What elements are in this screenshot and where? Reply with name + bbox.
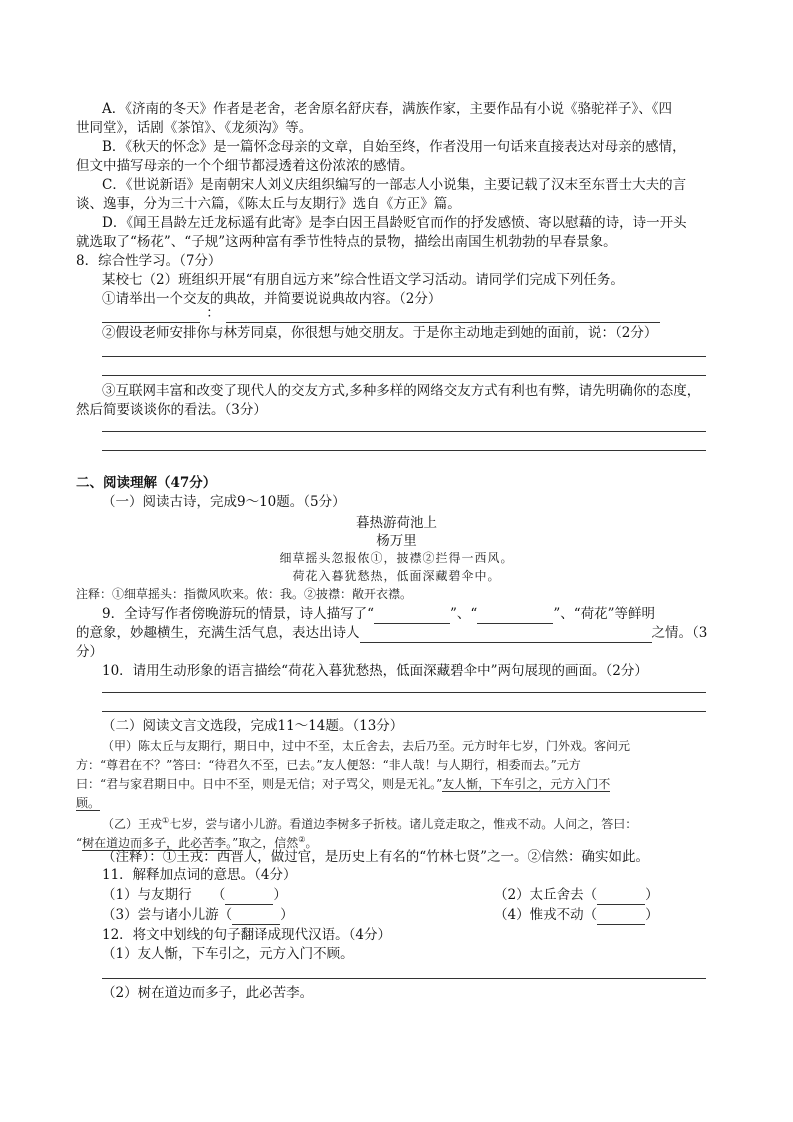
- passage-text: 曰：“君与家君期日中。日中不至，则是无信；对子骂父，则是无礼。”: [76, 777, 443, 791]
- q11-heading: 11．解释加点词的意思。（4分）: [102, 867, 297, 883]
- passage-text: ”取之，信然: [232, 836, 299, 850]
- answer-blank-image1[interactable]: [374, 609, 450, 624]
- poem-note: 注释：①细草摇头：指微风吹来。侬：我。②披襟：敞开衣襟。: [76, 587, 413, 601]
- q12-item-1: （1）友人惭，下车引之，元方入门不顾。: [102, 946, 354, 962]
- option-c-line1: C．《世说新语》是南朝宋人刘义庆组织编写的一部志人小说集，主要记载了汉末至东晋士大夫的言: [102, 177, 687, 193]
- answer-blank-q11-2[interactable]: [597, 890, 645, 905]
- q10: 10．请用生动形象的语言描绘“荷花入暮犹愁热，低面深藏碧伞中”两句展现的画面。（2分）: [102, 663, 648, 679]
- passage-text: 七岁，尝与诸小儿游。看道边李树多子折枝。诸儿竞走取之，惟戎不动。人问之，答曰：: [169, 817, 638, 831]
- q11-item-3: （3）尝与诸小儿游（: [102, 907, 233, 923]
- q9-line2: [76, 624, 706, 643]
- answer-blank-q11-1[interactable]: [225, 890, 273, 905]
- underlined-sentence: 顾。: [76, 796, 101, 810]
- paren: ）: [645, 907, 659, 923]
- footnote-mark: ②: [298, 835, 306, 844]
- option-d-line1: D．《闻王昌龄左迁龙标遥有此寄》是李白因王昌龄贬官而作的抒发感愤、寄以慰藉的诗，诗一开头: [102, 215, 687, 231]
- q9-text: 9．全诗写作者傍晚游玩的情景，诗人描写了“: [102, 606, 374, 622]
- answer-line[interactable]: [102, 450, 706, 451]
- answer-line[interactable]: [102, 356, 706, 357]
- passage-text: （乙）王戎: [102, 817, 163, 831]
- part1-heading: （一）阅读古诗，完成9～10题。（5分）: [102, 494, 346, 510]
- answer-line[interactable]: [102, 692, 706, 693]
- q9-text: ”、“荷花”等鲜明: [553, 606, 656, 622]
- q11-item-4-wrap: [494, 906, 659, 925]
- section2-heading: 二、阅读理解（47分）: [76, 475, 217, 491]
- answer-line[interactable]: [102, 711, 706, 712]
- answer-blank-allusion[interactable]: [102, 308, 200, 323]
- q9-line3: 分）: [76, 644, 103, 660]
- option-d-line2: 就选取了“杨花”、“子规”这两种富有季节性特点的景物，描绘出南国生机勃勃的早春景象。: [76, 234, 617, 250]
- q9-line1: [102, 605, 732, 624]
- q11-item-2: （2）太丘舍去（: [494, 887, 598, 903]
- answer-line[interactable]: [102, 978, 706, 979]
- q9-text: 之情。（3: [651, 625, 708, 641]
- passage-text: 。: [305, 836, 318, 850]
- option-b-line1: B．《秋天的怀念》是一篇怀念母亲的文章，自始至终，作者没用一句话来直接表达对母亲的感情，: [102, 139, 686, 155]
- paren: ）: [273, 887, 287, 903]
- poem-title: 暮热游荷池上: [356, 515, 437, 531]
- q11-item-4: （4）惟戎不动（: [494, 907, 598, 923]
- q12-item-2: （2）树在道边而多子，此必苦李。: [102, 985, 314, 1001]
- q8-task2: ②假设老师安排你与林芳同桌，你很想与她交朋友。于是你主动地走到她的面前，说：（2分）: [102, 325, 658, 341]
- poem-line-2: 荷花入暮犹愁热，低面深藏碧伞中。: [292, 569, 501, 583]
- q11-row2: [102, 906, 732, 925]
- q8-task3-line2: 然后简要谈谈你的看法。（3分）: [76, 402, 267, 418]
- q12-heading: 12．将文中划线的句子翻译成现代汉语。（4分）: [102, 927, 392, 943]
- q11-item-2-wrap: [494, 886, 659, 905]
- q9-text: ”、“: [450, 606, 478, 622]
- q11-item-1: （1）与友期行 （: [102, 887, 226, 903]
- poem-line-1: 细草摇头忽报侬①，披襟②拦得一西风。: [279, 551, 514, 565]
- answer-blank-image2[interactable]: [477, 609, 553, 624]
- answer-line[interactable]: [102, 375, 706, 376]
- answer-blank-q11-3[interactable]: [232, 910, 280, 925]
- footnote-mark: ①: [162, 816, 170, 825]
- option-c-line2: 谈、逸事，分为三十六篇，《陈太丘与友期行》选自《方正》篇。: [76, 196, 461, 212]
- q8-heading: 8．综合性学习。（7分）: [76, 253, 222, 269]
- passage-jia-line2: 方：“尊君在不？”答曰：“待君久不至，已去。”友人便怒：“非人哉！与人期行，相委而去。”元方: [76, 758, 581, 772]
- part2-heading: （二）阅读文言文选段，完成11～14题。（13分）: [102, 718, 404, 734]
- underlined-sentence: 友人惭，下车引之，元方入门不: [442, 777, 611, 791]
- q8-task1-answer[interactable]: [102, 304, 732, 323]
- option-a-line1: A．《济南的冬天》作者是老舍，老舍原名舒庆春，满族作家，主要作品有小说《骆驼祥子》、《四: [102, 101, 672, 117]
- colon: ：: [206, 305, 220, 321]
- answer-blank-q11-4[interactable]: [597, 910, 645, 925]
- paren: ）: [280, 907, 294, 923]
- paren: ）: [645, 887, 659, 903]
- poem-author: 杨万里: [376, 533, 417, 549]
- option-a-line2: 世同堂》，话剧《茶馆》、《龙须沟》等。: [76, 120, 313, 136]
- answer-line[interactable]: [102, 431, 706, 432]
- q8-task1: ①请举出一个交友的典故，并简要说说典故内容。（2分）: [102, 291, 442, 307]
- passage-jia-line3: [76, 775, 706, 794]
- q8-task3-line1: ③互联网丰富和改变了现代人的交友方式,多种多样的网络交友方式有利也有弊，请先明确你的态度，: [102, 383, 701, 399]
- q8-intro: 某校七（2）班组织开展“有朋自远方来”综合性语文学习活动。请同学们完成下列任务。: [102, 272, 624, 288]
- answer-blank-emotion[interactable]: [360, 628, 652, 643]
- passage-notes: （注释）：①王戎：西晋人，做过官，是历史上有名的“竹林七贤”之一。②信然：确实如此。: [102, 849, 650, 865]
- underlined-sentence: 树在道边而多子，此必苦李。: [82, 836, 233, 850]
- q11-row1: [102, 886, 732, 905]
- q9-text: 的意象，妙趣横生，充满生活气息，表达出诗人: [76, 625, 360, 641]
- option-b-line2: 但文中描写母亲的一个个细节都浸透着这份浓浓的感情。: [76, 158, 414, 174]
- passage-text: “: [76, 836, 83, 850]
- answer-blank-allusion-content[interactable]: [226, 308, 660, 323]
- passage-jia-line1: （甲）陈太丘与友期行，期日中，过中不至，太丘舍去，去后乃至。元方时年七岁，门外戏。客问元: [102, 739, 631, 753]
